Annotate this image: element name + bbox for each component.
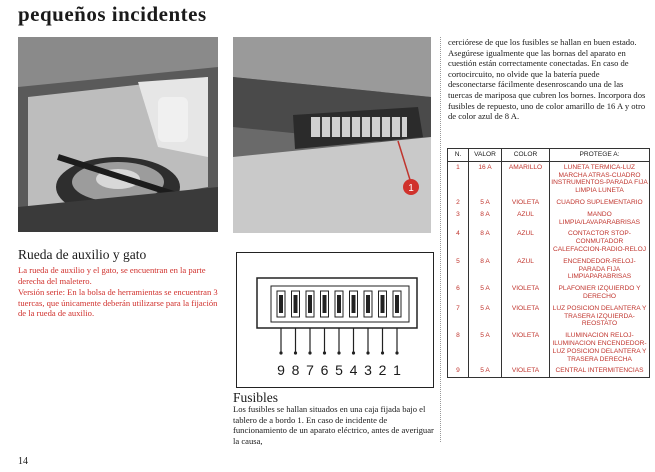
fuses-continued-paragraph: cerciórese de que los fusibles se hallan en buen estado. Asegúrese igualmente que las bornas del aparato en cuestión están correctamente conectadas. En caso de cortocircuito, no olvide que la batería puede desconectarse fácilmente desenroscando una de las tuercas de mariposa que cubren los bornes. Incorpora dos fusibles de repuesto, uno de color amarillo de 16 A y otro de color azul de 8 A. [448, 37, 646, 122]
fuse-number-label: 3 [364, 362, 372, 378]
fuse-value-cell: 8 A [469, 228, 502, 255]
table-row [448, 209, 650, 229]
fuse-table [447, 148, 650, 378]
fuse-number-label: 8 [291, 362, 300, 378]
fuse-value-cell: 5 A [469, 365, 502, 377]
table-row [448, 365, 650, 377]
spare-wheel-paragraph-2: Versión serie: En la bolsa de herramientas se encuentran 3 tuercas, que únicamente deberán utilizarse para la fijación de la rueda de auxilio. [18, 287, 218, 319]
fuse-value-cell: 5 A [469, 330, 502, 365]
spare-wheel-heading: Rueda de auxilio y gato [18, 247, 147, 262]
callout-number: 1 [408, 183, 414, 194]
fuse-element [279, 295, 283, 313]
fuse-leader-dot [395, 351, 398, 354]
fuse-number-label: 2 [378, 362, 387, 378]
fuse-number-cell: 1 [448, 161, 469, 197]
fuse-protects-cell: PLAFONIER IZQUIERDO Y DERECHO [550, 283, 650, 303]
fuse-color-cell: AZUL [502, 228, 550, 255]
fuse-element [381, 295, 385, 313]
fuse-number-label: 4 [349, 362, 358, 378]
fuse-leader-dot [308, 351, 311, 354]
fuse-color-cell: VIOLETA [502, 330, 550, 365]
fuse-number-cell: 3 [448, 209, 469, 229]
page-number: 14 [18, 456, 28, 467]
fuse-color-cell: AMARILLO [502, 161, 550, 197]
header-number: N. [448, 149, 469, 162]
fuse-protects-cell: ILUMINACION RELOJ-ILUMINACION ENCENDEDOR-LUZ POSICION DELANTERA Y TRASERA DERECHA [550, 330, 650, 365]
fuse-value-cell: 8 A [469, 209, 502, 229]
fuses-heading: Fusibles [233, 390, 279, 405]
fuse-protects-cell: CONTACTOR STOP-CONMUTADOR CALEFACCION-RADIO-RELOJ [550, 228, 650, 255]
fuse-leader-dot [381, 351, 384, 354]
fuse-number-label: 9 [277, 362, 285, 378]
fuse-element [352, 295, 356, 313]
fuse-color-cell: VIOLETA [502, 365, 550, 377]
fuses-paragraph: Los fusibles se hallan situados en una caja fijada bajo el tablero de a bordo 1. En caso de incidente de funcionamiento de un aparato eléctrico, antes de averiguar la causa, [233, 404, 434, 446]
table-row [448, 161, 650, 197]
column-divider [440, 37, 441, 442]
fuse-number-cell: 5 [448, 256, 469, 283]
fuse-number-cell: 7 [448, 303, 469, 330]
fuse-number-cell: 4 [448, 228, 469, 255]
table-header-row [448, 149, 650, 162]
table-row [448, 303, 650, 330]
fuse-color-cell: VIOLETA [502, 303, 550, 330]
fuse-number-cell: 8 [448, 330, 469, 365]
fuse-protects-cell: MANDO LIMPIA/LAVAPARABRISAS [550, 209, 650, 229]
fuse-protects-cell: LUNETA TERMICA-LUZ MARCHA ATRAS-CUADRO INSTRUMENTOS-PARADA FIJA LIMPIA LUNETA [550, 161, 650, 197]
fuse-leader-dot [366, 351, 369, 354]
fuse-number-label: 6 [320, 362, 329, 378]
fuse-element [366, 295, 370, 313]
fuse-protects-cell: CUADRO SUPLEMENTARIO [550, 197, 650, 209]
fuse-number-label: 5 [335, 362, 343, 378]
fuse-protects-cell: CENTRAL INTERMITENCIAS [550, 365, 650, 377]
fuse-value-cell: 16 A [469, 161, 502, 197]
spare-wheel-paragraph-1: La rueda de auxilio y el gato, se encuentran en la parte derecha del maletero. [18, 265, 206, 286]
table-row [448, 197, 650, 209]
fuse-element [323, 295, 327, 313]
fuse-color-cell: VIOLETA [502, 283, 550, 303]
page-title: pequeños incidentes [18, 2, 207, 26]
header-color: COLOR [502, 149, 550, 162]
fuse-element [395, 295, 399, 313]
fuse-color-cell: AZUL [502, 209, 550, 229]
fuse-number-label: 1 [393, 362, 401, 378]
fuse-leader-dot [294, 351, 297, 354]
table-row [448, 256, 650, 283]
fuse-value-cell: 5 A [469, 197, 502, 209]
spare-wheel-photo [18, 37, 218, 232]
fuse-box-diagram [236, 252, 434, 388]
fuse-value-cell: 5 A [469, 303, 502, 330]
fuse-element [294, 295, 298, 313]
fuse-leader-dot [352, 351, 355, 354]
fuse-number-cell: 6 [448, 283, 469, 303]
fuse-color-cell: AZUL [502, 256, 550, 283]
fuse-leader-dot [323, 351, 326, 354]
header-protects: PROTEGE A: [550, 149, 650, 162]
fuse-element [337, 295, 341, 313]
fuse-leader-dot [337, 351, 340, 354]
fuse-number-label: 7 [306, 362, 314, 378]
table-row [448, 283, 650, 303]
fuse-color-cell: VIOLETA [502, 197, 550, 209]
fuse-value-cell: 8 A [469, 256, 502, 283]
fuse-number-cell: 2 [448, 197, 469, 209]
fuse-protects-cell: LUZ POSICION DELANTERA Y TRASERA IZQUIERDA-REOSTATO [550, 303, 650, 330]
fuse-protects-cell: ENCENDEDOR-RELOJ-PARADA FIJA LIMPIAPARABRISAS [550, 256, 650, 283]
fuse-number-cell: 9 [448, 365, 469, 377]
table-row [448, 330, 650, 365]
fuse-value-cell: 5 A [469, 283, 502, 303]
header-value: VALOR [469, 149, 502, 162]
fuse-leader-dot [279, 351, 282, 354]
table-row [448, 228, 650, 255]
fuse-element [308, 295, 312, 313]
fuse-box-photo [233, 37, 431, 233]
